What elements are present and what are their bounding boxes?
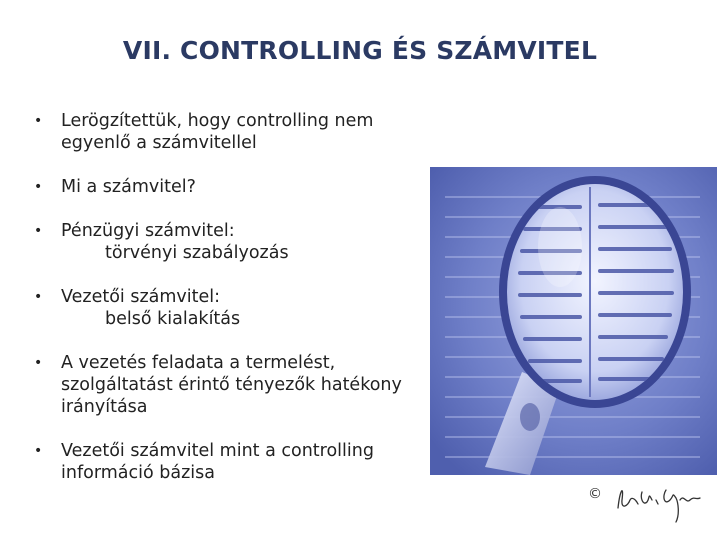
bullet-item: [34, 110, 414, 154]
bullet-item: [34, 440, 414, 484]
copyright-mark: ©: [588, 486, 602, 502]
bullet-text: irányítása: [61, 397, 148, 417]
page-title: VII. CONTROLLING ÉS SZÁMVITEL: [122, 36, 598, 65]
bullet-item: [34, 286, 414, 330]
bullet-text: Vezetői számvitel:: [61, 287, 221, 307]
bullet-dot: •: [34, 289, 43, 305]
bullet-dot: •: [34, 223, 43, 239]
bullet-text: Vezetői számvitel mint a controlling: [61, 441, 374, 461]
bullet-subtext: belső kialakítás: [105, 309, 241, 329]
bullet-text: Mi a számvitel?: [61, 177, 196, 197]
bullet-text: egyenlő a számvitellel: [61, 133, 257, 153]
bullet-item: [34, 352, 414, 418]
bullet-item: [34, 220, 414, 264]
bullet-subtext: törvényi szabályozás: [105, 243, 289, 263]
bullet-text: információ bázisa: [61, 463, 215, 483]
bullet-text: Pénzügyi számvitel:: [61, 221, 235, 241]
bullet-dot: •: [34, 355, 43, 371]
bullet-text: A vezetés feladata a termelést,: [61, 353, 336, 373]
bullet-dot: •: [34, 443, 43, 459]
bullet-text: szolgáltatást érintő tényezők hatékony: [61, 375, 402, 395]
magnifying-glass-over-data-icon: [430, 167, 717, 475]
signature-icon: [610, 470, 710, 525]
bullet-text: Lerögzítettük, hogy controlling nem: [61, 111, 374, 131]
bullet-list: [34, 110, 414, 484]
bullet-dot: •: [34, 113, 43, 129]
bullet-dot: •: [34, 179, 43, 195]
bullet-item: [34, 176, 414, 198]
